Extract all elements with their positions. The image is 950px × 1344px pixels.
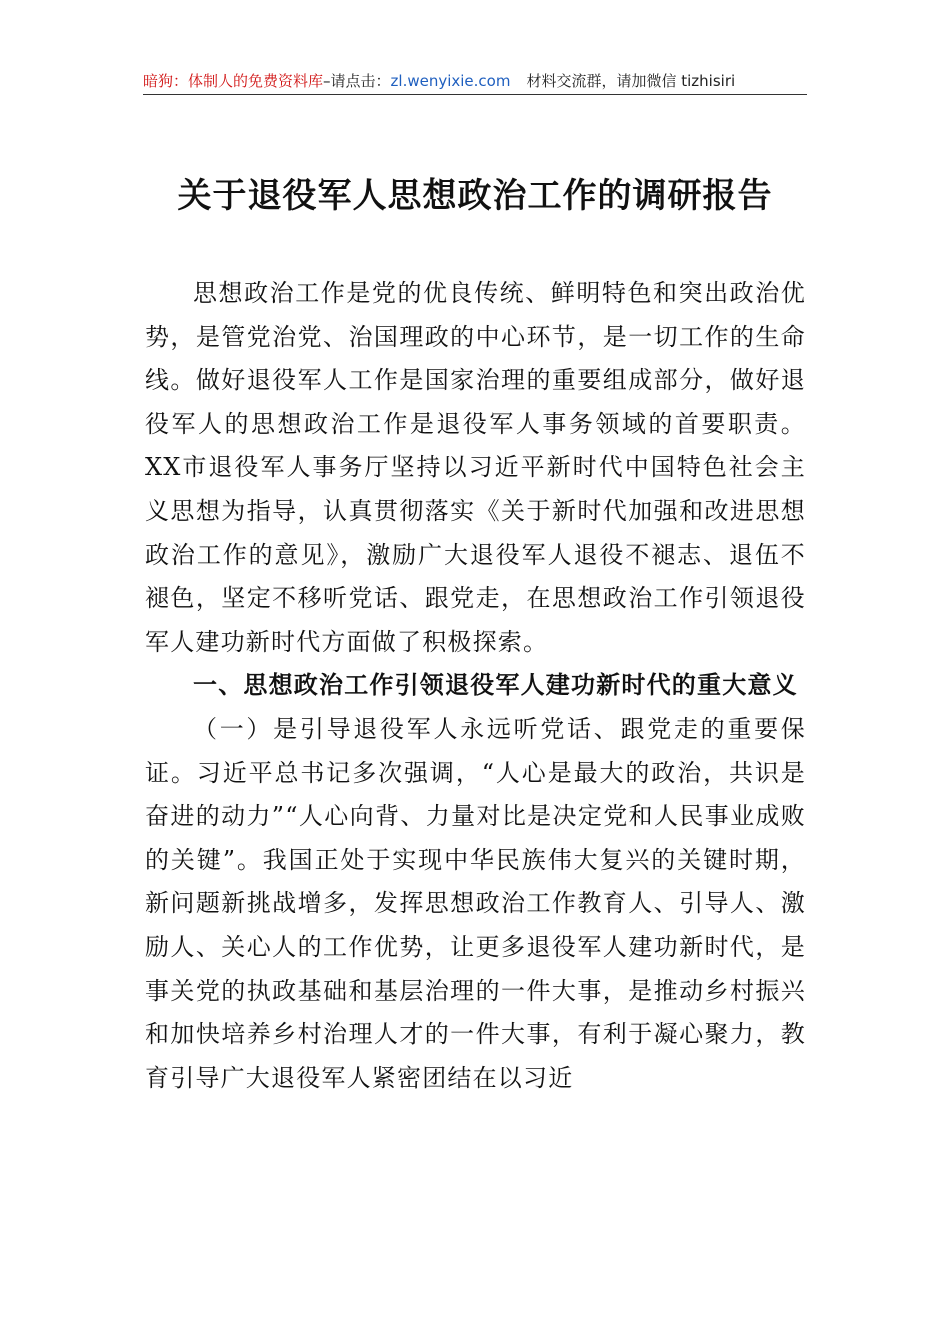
header-contact: 材料交流群，请加微信 tizhisiri: [526, 72, 736, 90]
section-heading: 一、思想政治工作引领退役军人建功新时代的重大意义: [193, 671, 798, 700]
document-title: 关于退役军人思想政治工作的调研报告: [177, 176, 773, 216]
page-header: [143, 70, 807, 95]
section-paragraph: （一）是引导退役军人永远听党话、跟党走的重要保证。习近平总书记多次强调，“人心是最大的政治，共识是奋进的动力”“人心向背、力量对比是决定党和人民事业成败的关键”。我国正处于实现中华民族伟大复兴的关键时期，新问题新挑战增多，发挥思想政治工作教育人、引导人、激励人、关心人的工作优势，让更多退役军人建功新时代，是事关党的执政基础和基层治理的一件大事，是推动乡村振兴和加快培养乡村治理人才的一件大事，有利于凝心聚力，教育引导广大退役军人紧密团结在以习近: [145, 714, 806, 1092]
intro-paragraph: 思想政治工作是党的优良传统、鲜明特色和突出政治优势，是管党治党、治国理政的中心环节，是一切工作的生命线。做好退役军人工作是国家治理的重要组成部分，做好退役军人的思想政治工作是退役军人事务领域的首要职责。XX市退役军人事务厅坚持以习近平新时代中国特色社会主义思想为指导，认真贯彻落实《关于新时代加强和改进思想政治工作的意见》，激励广大退役军人退役不褪志、退伍不褪色，坚定不移听党话、跟党走，在思想政治工作引领退役军人建功新时代方面做了积极探索。: [145, 279, 806, 656]
header-link[interactable]: zl.wenyixie.com: [390, 72, 511, 90]
header-brand: 暗狗：体制人的免费资料库: [143, 72, 324, 90]
header-prompt: –请点击：: [323, 72, 391, 90]
document-body: [145, 272, 806, 1100]
